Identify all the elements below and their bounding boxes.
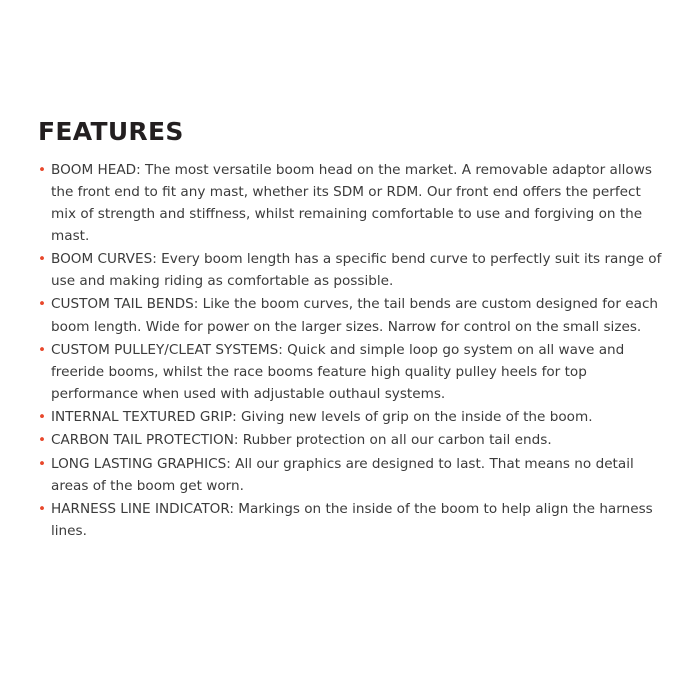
- feature-label: CARBON TAIL PROTECTION:: [51, 432, 239, 449]
- feature-text: All our graphics are designed to last. That means no detail areas of the boom get worn.: [51, 455, 634, 494]
- feature-text: Like the boom curves, the tail bends are custom designed for each boom length. Wide for power on the larger sizes. Narrow for control on the small sizes.: [51, 296, 659, 335]
- bullet-icon: •: [38, 251, 47, 268]
- bullet-icon: •: [38, 455, 47, 472]
- features-list: [38, 159, 664, 543]
- list-item: [38, 159, 664, 248]
- feature-text: Quick and simple loop go system on all wave and freeride booms, whilst the race booms feature high quality pulley heels for top performance when used with adjustable outhaul systems.: [51, 341, 625, 403]
- list-item: [38, 406, 664, 428]
- feature-label: HARNESS LINE INDICATOR:: [51, 500, 234, 517]
- feature-label: CUSTOM PULLEY/CLEAT SYSTEMS:: [51, 341, 283, 358]
- list-item: [38, 429, 664, 451]
- feature-label: INTERNAL TEXTURED GRIP:: [51, 409, 237, 426]
- feature-text: The most versatile boom head on the market. A removable adaptor allows the front end to fit any mast, whether its SDM or RDM. Our front end offers the perfect mix of strength and stiffness, whilst remaining comfortable to use and forgiving on the mast.: [51, 161, 652, 244]
- list-item: [38, 498, 664, 542]
- bullet-icon: •: [38, 341, 47, 358]
- bullet-icon: •: [38, 409, 47, 426]
- page-title: FEATURES: [38, 117, 184, 146]
- feature-label: BOOM CURVES:: [51, 251, 157, 268]
- bullet-icon: •: [38, 161, 47, 178]
- list-item: [38, 453, 664, 497]
- list-item: [38, 248, 664, 292]
- feature-text: Giving new levels of grip on the inside of the boom.: [236, 409, 593, 426]
- list-item: [38, 339, 664, 405]
- feature-label: CUSTOM TAIL BENDS:: [51, 296, 199, 313]
- feature-label: LONG LASTING GRAPHICS:: [51, 455, 231, 472]
- feature-label: BOOM HEAD:: [51, 161, 141, 178]
- bullet-icon: •: [38, 296, 47, 313]
- list-item: [38, 293, 664, 337]
- feature-text: Every boom length has a specific bend curve to perfectly suit its range of use and making riding as comfortable as possible.: [51, 251, 662, 290]
- feature-text: Markings on the inside of the boom to help align the harness lines.: [51, 500, 653, 539]
- feature-text: Rubber protection on all our carbon tail ends.: [238, 432, 552, 449]
- bullet-icon: •: [38, 432, 47, 449]
- bullet-icon: •: [38, 500, 47, 517]
